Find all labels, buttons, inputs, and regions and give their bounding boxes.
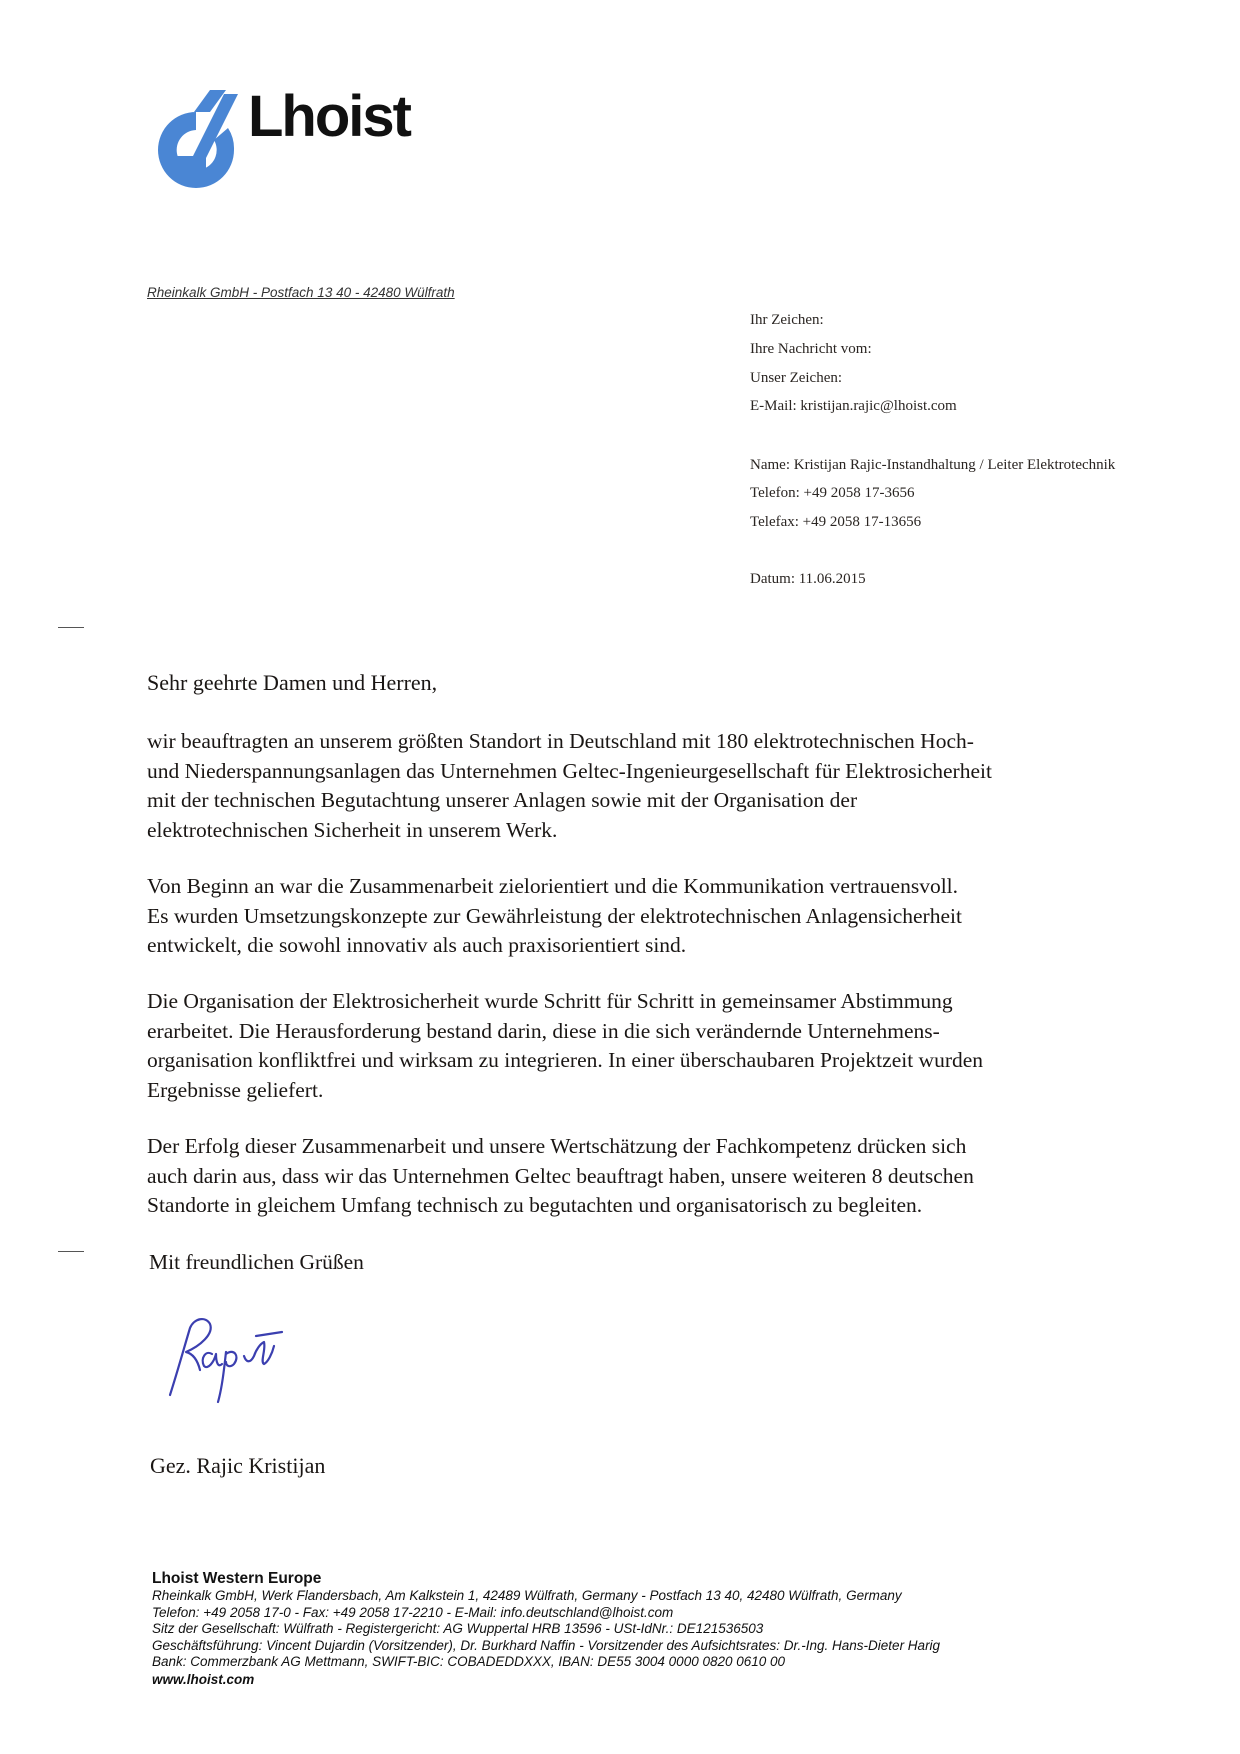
paragraph-line: entwickelt, die sowohl innovativ als auch praxisorientiert sind. bbox=[147, 933, 687, 957]
handwritten-signature bbox=[160, 1310, 290, 1410]
footer-registry-line: Sitz der Gesellschaft: Wülfrath - Registergericht: AG Wuppertal HRB 13596 - USt-IdNr.: DE121536503 bbox=[152, 1621, 764, 1636]
paragraph-line: Von Beginn an war die Zusammenarbeit zielorientiert und die Kommunikation vertrauensvoll. bbox=[147, 874, 959, 898]
fold-mark-top bbox=[58, 627, 84, 628]
paragraph-line: erarbeitet. Die Herausforderung bestand darin, diese in die sich verändernde Unternehmens- bbox=[147, 1018, 940, 1043]
body-paragraph bbox=[147, 872, 1137, 961]
letter-date: Datum: 11.06.2015 bbox=[750, 571, 866, 587]
contact-phone: Telefon: +49 2058 17-3656 bbox=[750, 485, 915, 501]
paragraph-line: Ergebnisse geliefert. bbox=[147, 1077, 324, 1102]
signatory-name: Gez. Rajic Kristijan bbox=[150, 1453, 326, 1478]
closing-phrase: Mit freundlichen Grüßen bbox=[149, 1250, 364, 1274]
body-paragraph bbox=[147, 987, 1137, 1105]
body-paragraph bbox=[147, 1132, 1137, 1221]
paragraph-line: elektrotechnischen Sicherheit in unserem Werk. bbox=[147, 817, 558, 842]
salutation: Sehr geehrte Damen und Herren, bbox=[147, 670, 438, 695]
paragraph-line: und Niederspannungsanlagen das Unternehmen Geltec-Ingenieurgesellschaft für Elektrosicherheit bbox=[147, 758, 992, 783]
footer-website-link[interactable]: www.lhoist.com bbox=[152, 1671, 255, 1687]
paragraph-line: auch darin aus, dass wir das Unternehmen Geltec beauftragt haben, unsere weiteren 8 deutschen bbox=[147, 1163, 974, 1188]
paragraph-line: Der Erfolg dieser Zusammenarbeit und unsere Wertschätzung der Fachkompetenz drücken sich bbox=[147, 1134, 967, 1158]
paragraph-line: mit der technischen Begutachtung unserer Anlagen sowie mit der Organisation der bbox=[147, 788, 858, 812]
sender-return-address: Rheinkalk GmbH - Postfach 13 40 - 42480 Wülfrath bbox=[147, 285, 455, 300]
brand-name: Lhoist bbox=[248, 84, 410, 149]
footer-company-name: Lhoist Western Europe bbox=[152, 1570, 322, 1587]
ihre-nachricht-label: Ihre Nachricht vom: bbox=[750, 341, 872, 357]
ihr-zeichen-label: Ihr Zeichen: bbox=[750, 312, 824, 328]
unser-zeichen-label: Unser Zeichen: bbox=[750, 370, 843, 386]
company-footer bbox=[152, 1569, 940, 1688]
footer-contact-line: Telefon: +49 2058 17-0 - Fax: +49 2058 17-2210 - E-Mail: info.deutschland@lhoist.com bbox=[152, 1604, 674, 1620]
lhoist-logo-icon bbox=[148, 84, 248, 200]
contact-name: Name: Kristijan Rajic-Instandhaltung / Leiter Elektrotechnik bbox=[750, 457, 1116, 473]
signature-icon bbox=[160, 1310, 290, 1410]
footer-management-line: Geschäftsführung: Vincent Dujardin (Vorsitzender), Dr. Burkhard Naffin - Vorsitzender des Aufsichtsrates: Dr.-Ing. Hans-Dieter Harig bbox=[152, 1637, 941, 1653]
paragraph-line: wir beauftragten an unserem größten Standort in Deutschland mit 180 elektrotechnischen Hoch- bbox=[147, 729, 974, 753]
paragraph-line: Standorte in gleichem Umfang technisch zu begutachten und organisatorisch zu begleiten. bbox=[147, 1193, 923, 1217]
fold-mark-bottom bbox=[58, 1251, 84, 1252]
footer-address-line: Rheinkalk GmbH, Werk Flandersbach, Am Kalkstein 1, 42489 Wülfrath, Germany - Postfach 13 40, 42480 Wülfrath, Germany bbox=[152, 1588, 902, 1603]
paragraph-line: Die Organisation der Elektrosicherheit wurde Schritt für Schritt in gemeinsamer Abstimmung bbox=[147, 989, 953, 1013]
contact-email: E-Mail: kristijan.rajic@lhoist.com bbox=[750, 398, 957, 414]
footer-bank-line: Bank: Commerzbank AG Mettmann, SWIFT-BIC: COBADEDDXXX, IBAN: DE55 3004 0000 0820 0610 00 bbox=[152, 1654, 786, 1669]
company-logo bbox=[148, 84, 428, 200]
paragraph-line: Es wurden Umsetzungskonzepte zur Gewährleistung der elektrotechnischen Anlagensicherheit bbox=[147, 903, 962, 928]
contact-fax: Telefax: +49 2058 17-13656 bbox=[750, 514, 922, 530]
paragraph-line: organisation konfliktfrei und wirksam zu integrieren. In einer überschaubaren Projektzeit wurden bbox=[147, 1048, 984, 1072]
body-paragraph bbox=[147, 727, 1137, 845]
